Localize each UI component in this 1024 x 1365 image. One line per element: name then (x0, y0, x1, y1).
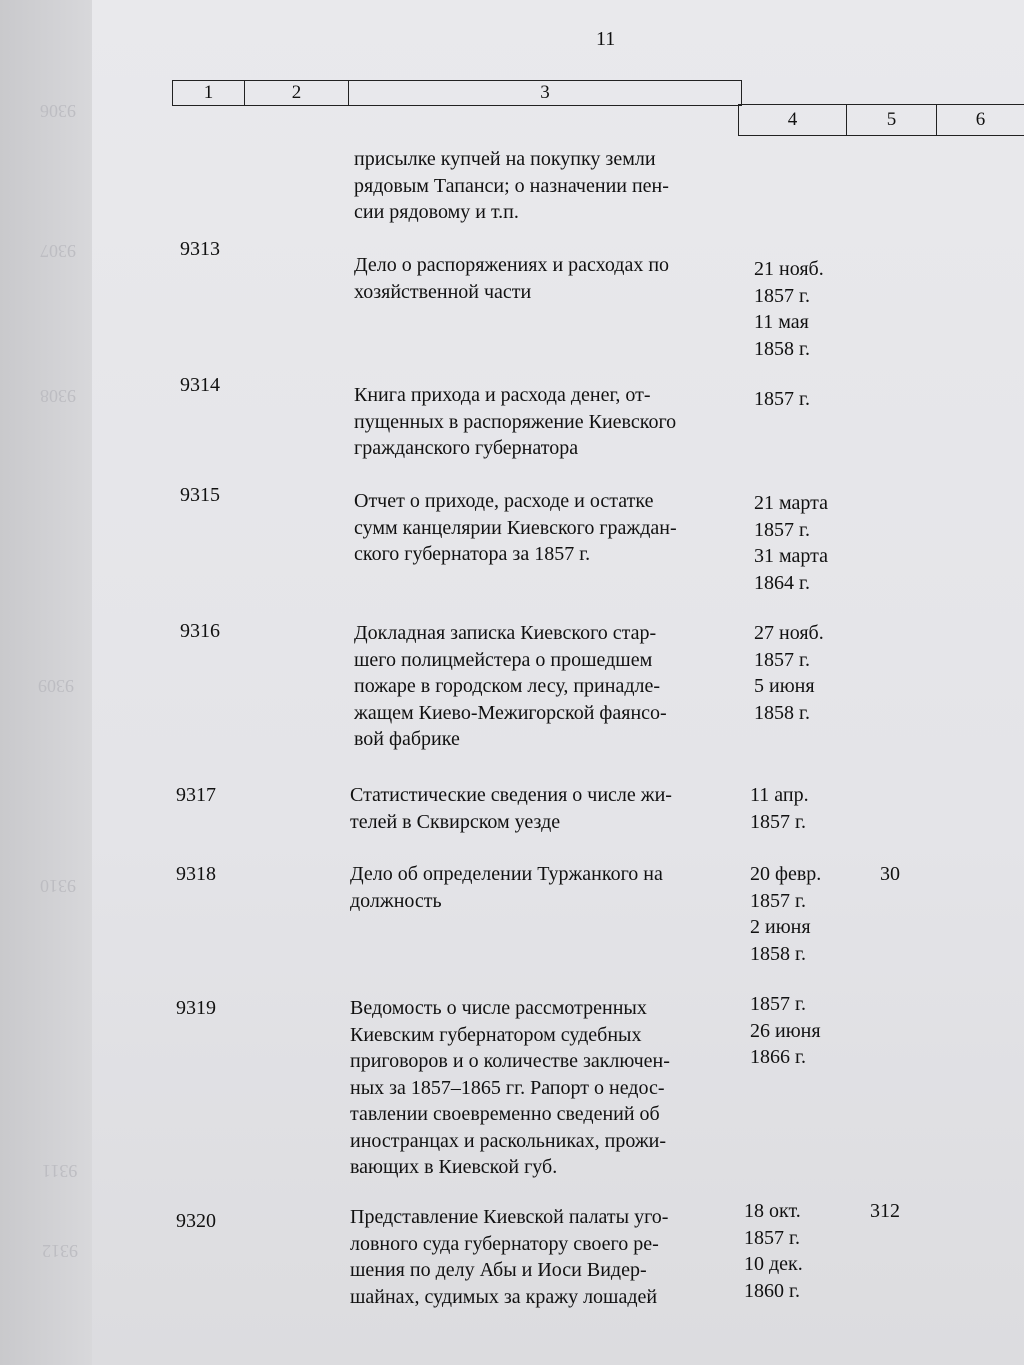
header-col-6: 6 (975, 109, 986, 130)
date-line: 5 июня (754, 675, 815, 697)
date-line: 18 окт. (744, 1200, 801, 1222)
entry-col5-value: 30 (880, 863, 900, 885)
text-line: тавлении своевременно сведений об (350, 1103, 660, 1125)
entry-dates (754, 256, 864, 362)
text-line: ловного суда губернатору своего ре- (350, 1232, 659, 1255)
entry-number: 9319 (176, 997, 216, 1019)
entry-number: 9316 (180, 620, 220, 642)
ghost-number: 9308 (40, 386, 76, 406)
date-line: 1858 г. (754, 701, 810, 724)
entry-title (350, 995, 735, 1181)
date-line: 11 апр. (750, 784, 809, 806)
entry-dates (754, 490, 864, 596)
text-line: ского губернатора за 1857 г. (354, 543, 591, 565)
entry-dates (750, 991, 860, 1071)
ghost-number: 9312 (42, 1241, 78, 1261)
text-line: Дело об определении Туржанкого на (350, 863, 663, 885)
date-line: 1857 г. (750, 889, 806, 912)
ghost-number: 9307 (40, 241, 76, 261)
text-line: Киевским губернатором судебных (350, 1023, 642, 1046)
text-line: хозяйственной части (354, 280, 532, 303)
text-line: сии рядовому и т.п. (354, 201, 519, 223)
date-line: 1857 г. (744, 1226, 800, 1249)
entry-title (350, 782, 735, 835)
date-line: 1857 г. (754, 284, 810, 307)
date-line: 1857 г. (754, 388, 810, 410)
text-line: Отчет о приходе, расходе и остатке (354, 490, 654, 512)
date-line: 1857 г. (754, 648, 810, 671)
text-line: Дело о распоряжениях и расходах по (354, 254, 670, 276)
entry-title (354, 252, 739, 305)
date-line: 1857 г. (754, 518, 810, 541)
text-line: телей в Сквирском уезде (350, 810, 561, 833)
date-line: 21 нояб. (754, 258, 824, 280)
date-line: 1866 г. (750, 1046, 806, 1068)
text-line: шего полицмейстера о прошедшем (354, 648, 653, 671)
text-line: должность (350, 889, 442, 912)
text-line: вой фабрике (354, 728, 460, 750)
entry-dates (754, 386, 864, 413)
date-line: 1858 г. (754, 337, 810, 360)
ghost-number: 9309 (38, 676, 74, 696)
date-line: 1858 г. (750, 942, 806, 965)
ghost-number: 9311 (42, 1161, 78, 1181)
entry-number: 9320 (176, 1210, 216, 1232)
date-line: 21 марта (754, 492, 828, 514)
text-line: вающих в Киевской губ. (350, 1156, 558, 1178)
header-col-3: 3 (540, 82, 550, 103)
date-line: 26 июня (750, 1019, 821, 1042)
text-line: иностранцах и раскольниках, прожи- (350, 1129, 667, 1152)
text-line: пущенных в распоряжение Киевского (354, 410, 677, 433)
header-col-4: 4 (739, 105, 847, 135)
entry-title (350, 861, 735, 914)
table-header-row-2 (738, 104, 1024, 136)
text-line: гражданского губернатора (354, 437, 579, 459)
header-col-2: 2 (245, 81, 349, 105)
header-col-5: 5 (847, 105, 937, 135)
entry-title (354, 620, 739, 753)
entry-number: 9315 (180, 484, 220, 506)
entry-number: 9317 (176, 784, 216, 806)
date-line: 27 нояб. (754, 622, 824, 644)
entry-number: 9314 (180, 374, 220, 396)
entry-col5-value: 312 (870, 1200, 900, 1222)
entry-title (354, 382, 739, 462)
page-number: 11 (596, 28, 616, 50)
text-line: Докладная записка Киевского стар- (354, 622, 657, 644)
entry-title (354, 488, 739, 568)
date-line: 31 марта (754, 545, 828, 567)
entry-dates (750, 782, 860, 835)
text-line: ных за 1857–1865 гг. Рапорт о недос- (350, 1076, 665, 1099)
text-line: присылке купчей на покупку земли (354, 148, 656, 170)
table-header-row-1 (172, 80, 742, 106)
text-line: жащем Киево-Межигорской фаянсо- (354, 701, 667, 724)
entry-number: 9318 (176, 863, 216, 885)
text-line: пожаре в городском лесу, принадле- (354, 675, 661, 697)
date-line: 20 февр. (750, 863, 822, 885)
date-line: 11 мая (754, 311, 809, 333)
entry-dates (754, 620, 864, 726)
continuation-text (354, 146, 739, 226)
text-line: шения по делу Абы и Иоси Видер- (350, 1259, 647, 1281)
date-line: 1864 г. (754, 571, 810, 594)
text-line: Статистические сведения о числе жи- (350, 784, 672, 806)
text-line: рядовым Тапанси; о назначении пен- (354, 174, 669, 197)
date-line: 1860 г. (744, 1279, 800, 1302)
text-line: сумм канцелярии Киевского граждан- (354, 516, 677, 539)
text-line: Представление Киевской палаты уго- (350, 1206, 669, 1228)
text-line: Ведомость о числе рассмотренных (350, 997, 647, 1019)
entry-title (350, 1204, 735, 1310)
text-line: шайнах, судимых за кражу лошадей (350, 1285, 658, 1308)
ghost-number: 9306 (40, 101, 76, 121)
header-col-1: 1 (173, 81, 245, 105)
date-line: 10 дек. (744, 1253, 803, 1275)
entry-number: 9313 (180, 238, 220, 260)
entry-dates (744, 1198, 854, 1304)
date-line: 1857 г. (750, 993, 806, 1015)
entry-dates (750, 861, 860, 967)
date-line: 1857 г. (750, 810, 806, 833)
text-line: приговоров и о количестве заключен- (350, 1050, 670, 1072)
ghost-number: 9310 (40, 876, 76, 896)
date-line: 2 июня (750, 916, 811, 938)
text-line: Книга прихода и расхода денег, от- (354, 384, 651, 406)
